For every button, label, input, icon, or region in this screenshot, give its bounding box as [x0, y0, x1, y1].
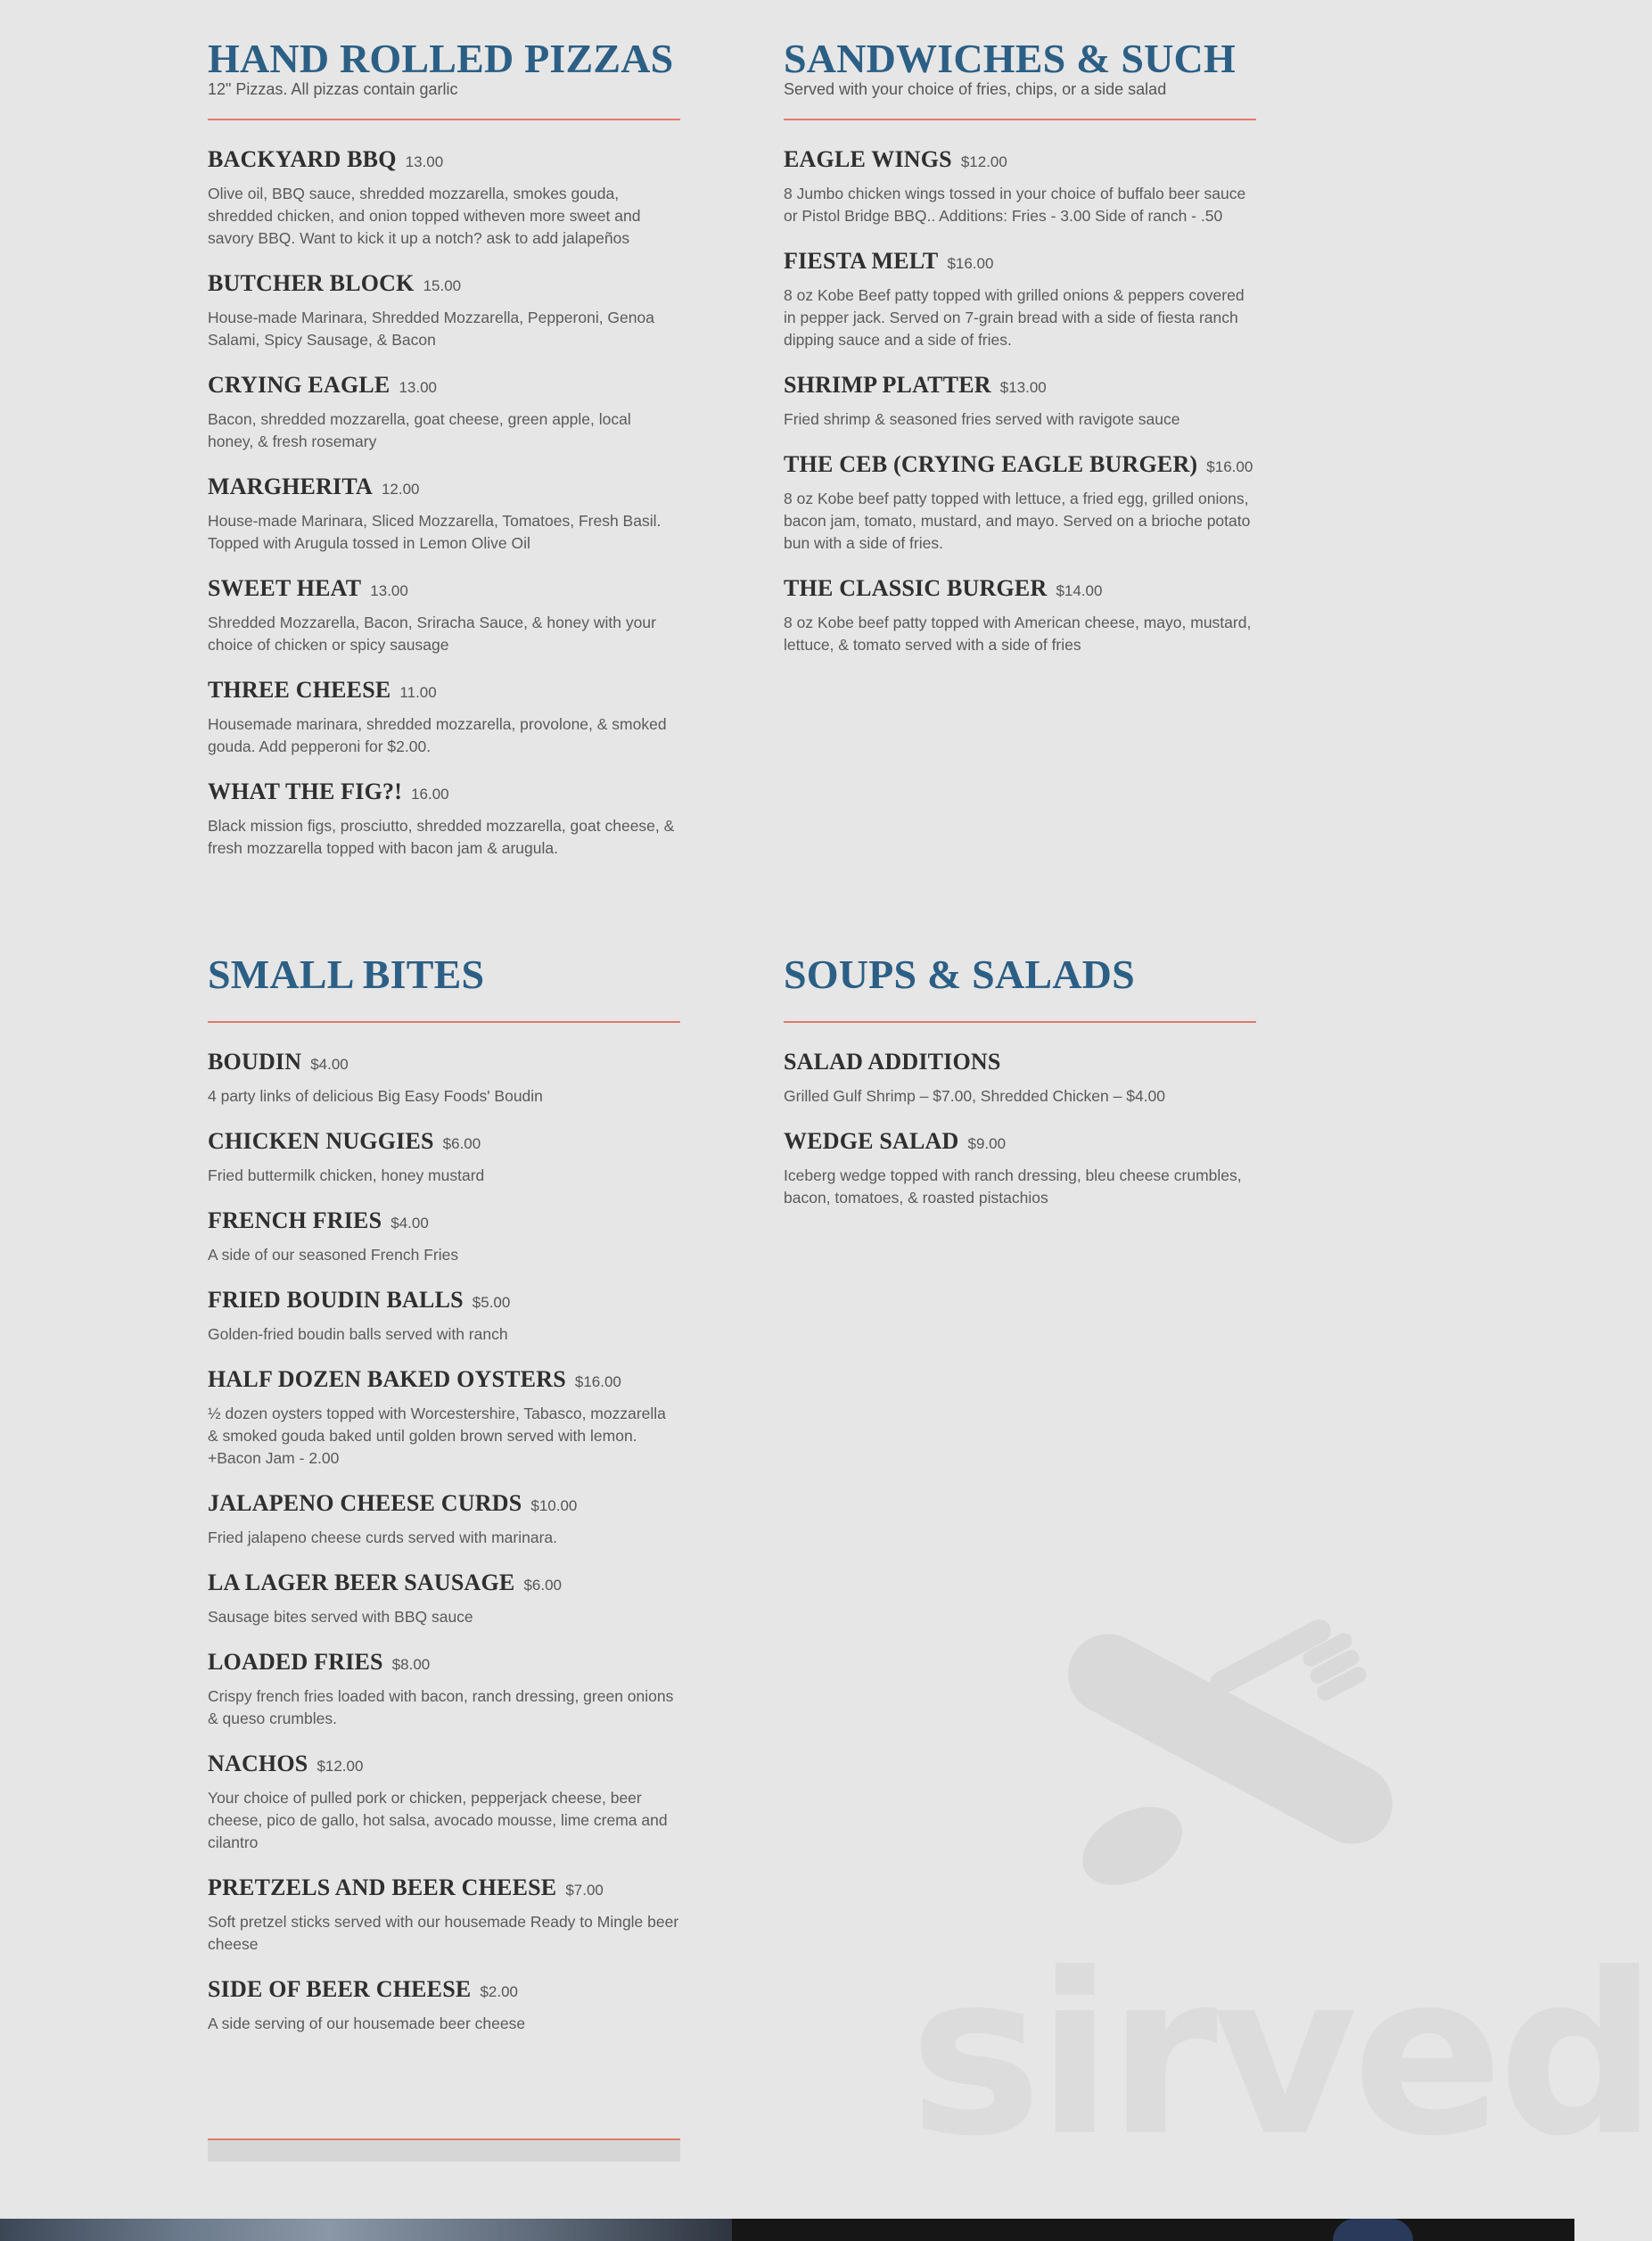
item-name: WHAT THE FIG?!: [208, 779, 403, 804]
menu-item: [784, 573, 1256, 656]
menu-item: [208, 1284, 680, 1346]
menu-item: [784, 1125, 1256, 1209]
menu-item: [208, 573, 680, 656]
item-price: 13.00: [399, 379, 438, 396]
section-title: SOUPS & SALADS: [784, 952, 1135, 997]
footer-photo-dark: [732, 2219, 1574, 2241]
item-price: $8.00: [391, 1656, 431, 1673]
item-name: MARGHERITA: [208, 474, 373, 499]
item-description: A side of our seasoned French Fries: [208, 1246, 459, 1264]
item-name: CHICKEN NUGGIES: [208, 1128, 434, 1154]
item-name: FRENCH FRIES: [208, 1207, 382, 1233]
item-price: 15.00: [423, 277, 462, 294]
item-name: SHRIMP PLATTER: [784, 372, 991, 398]
sirved-utensil-icon: [1052, 1627, 1426, 1917]
item-name: SIDE OF BEER CHEESE: [208, 1976, 472, 2002]
item-description: ½ dozen oysters topped with Worcestershire, Tabasco, mozzarella & smoked gouda baked until golden brown served with lemon. +Bacon Jam - 2.00: [208, 1405, 666, 1467]
item-description: 8 oz Kobe beef patty topped with lettuce, a fried egg, grilled onions, bacon jam, tomato, mustard, and mayo. Served on a brioche potato bun with a side of fries.: [784, 490, 1251, 552]
item-price: $12.00: [316, 1758, 364, 1775]
menu-item: [208, 1487, 680, 1549]
menu-item: [784, 369, 1256, 431]
item-description: Bacon, shredded mozzarella, goat cheese, green apple, local honey, & fresh rosemary: [208, 410, 631, 450]
section-subtitle: Served with your choice of fries, chips, or a side salad: [784, 80, 1167, 98]
item-price: $5.00: [472, 1294, 511, 1311]
menu-item: [208, 471, 680, 555]
section-bottom-bar: [208, 2138, 680, 2162]
item-name: BUTCHER BLOCK: [208, 270, 415, 296]
menu-item: [208, 1646, 680, 1730]
item-name: JALAPENO CHEESE CURDS: [208, 1490, 522, 1516]
item-name: WEDGE SALAD: [784, 1128, 959, 1154]
menu-item: [208, 1046, 680, 1108]
item-name: BACKYARD BBQ: [208, 146, 397, 172]
item-price: 11.00: [399, 684, 437, 701]
item-description: Your choice of pulled pork or chicken, pepperjack cheese, beer cheese, pico de gallo, hot salsa, avocado mousse, lime crema and cilantro: [208, 1789, 668, 1851]
item-price: 13.00: [370, 582, 408, 599]
item-price: $13.00: [999, 379, 1047, 396]
item-price: $4.00: [310, 1056, 349, 1073]
section-subtitle: 12" Pizzas. All pizzas contain garlic: [208, 80, 458, 98]
menu-item: [208, 1567, 680, 1628]
item-price: $10.00: [530, 1497, 578, 1514]
item-description: 8 oz Kobe Beef patty topped with grilled onions & peppers covered in pepper jack. Served on 7-grain bread with a side of fiesta ranch dipping sauce and a side of fries.: [784, 286, 1245, 349]
item-name: HALF DOZEN BAKED OYSTERS: [208, 1366, 566, 1392]
item-name: BOUDIN: [208, 1049, 302, 1075]
footer-photo-sky: [0, 2219, 732, 2241]
item-description: Fried jalapeno cheese curds served with marinara.: [208, 1528, 557, 1546]
menu-item: [208, 369, 680, 453]
item-description: Crispy french fries loaded with bacon, ranch dressing, green onions & queso crumbles.: [208, 1687, 674, 1727]
item-price: $2.00: [480, 1983, 518, 2000]
item-description: 8 oz Kobe beef patty topped with American cheese, mayo, mustard, lettuce, & tomato served with a side of fries: [784, 614, 1252, 654]
section-divider: [208, 1021, 680, 1023]
item-name: THE CLASSIC BURGER: [784, 575, 1048, 601]
item-name: LA LAGER BEER SAUSAGE: [208, 1570, 515, 1595]
item-price: $6.00: [523, 1577, 563, 1594]
footer-photo-person: [1333, 2219, 1413, 2241]
section-divider: [784, 1021, 1256, 1023]
item-price: 12.00: [381, 481, 420, 498]
section-divider: [208, 119, 680, 120]
item-description: Grilled Gulf Shrimp – $7.00, Shredded Chicken – $4.00: [784, 1087, 1166, 1105]
menu-item: [208, 674, 680, 758]
menu-item: [208, 1973, 680, 2035]
item-name: SWEET HEAT: [208, 575, 362, 601]
item-description: Black mission figs, prosciutto, shredded mozzarella, goat cheese, & fresh mozzarella topped with bacon jam & arugula.: [208, 817, 675, 857]
item-price: $6.00: [442, 1135, 481, 1152]
item-price: $9.00: [967, 1135, 1007, 1152]
item-description: 4 party links of delicious Big Easy Foods' Boudin: [208, 1087, 543, 1105]
item-description: Fried buttermilk chicken, honey mustard: [208, 1166, 485, 1184]
menu-item: [784, 245, 1256, 351]
item-price: $16.00: [1206, 458, 1253, 475]
item-description: 8 Jumbo chicken wings tossed in your choice of buffalo beer sauce or Pistol Bridge BBQ.. Additions: Fries - 3.00 Side of ranch - .50: [784, 185, 1246, 225]
item-description: House-made Marinara, Shredded Mozzarella, Pepperoni, Genoa Salami, Spicy Sausage, & Bacon: [208, 309, 654, 349]
item-name: FIESTA MELT: [784, 248, 939, 274]
menu-item: [208, 1748, 680, 1854]
item-name: THREE CHEESE: [208, 677, 391, 703]
section-title: SANDWICHES & SUCH: [784, 36, 1236, 81]
menu-item: [208, 1364, 680, 1470]
menu-item: [208, 144, 680, 250]
item-price: $4.00: [390, 1215, 429, 1232]
item-price: 16.00: [411, 786, 449, 803]
section-sandwiches: [784, 34, 1256, 674]
section-soups-salads: [784, 950, 1256, 1227]
item-description: Fried shrimp & seasoned fries served with ravigote sauce: [784, 410, 1180, 428]
item-price: $16.00: [574, 1373, 621, 1390]
item-name: FRIED BOUDIN BALLS: [208, 1287, 464, 1313]
item-name: NACHOS: [208, 1751, 308, 1776]
item-price: $16.00: [947, 255, 994, 272]
item-price: $12.00: [960, 153, 1007, 170]
section-title: HAND ROLLED PIZZAS: [208, 36, 674, 81]
item-name: LOADED FRIES: [208, 1649, 383, 1675]
item-price: 13.00: [405, 153, 444, 170]
section-pizzas: [208, 34, 680, 877]
item-name: PRETZELS AND BEER CHEESE: [208, 1874, 557, 1900]
item-description: A side serving of our housemade beer cheese: [208, 2014, 526, 2032]
item-description: Olive oil, BBQ sauce, shredded mozzarella, smokes gouda, shredded chicken, and onion topped witheven more sweet and savory BBQ. Want to kick it up a notch? ask to add jalapeños: [208, 185, 641, 247]
menu-item: [208, 776, 680, 860]
menu-item: [784, 144, 1256, 227]
item-name: THE CEB (CRYING EAGLE BURGER): [784, 451, 1198, 477]
item-name: SALAD ADDITIONS: [784, 1049, 1001, 1075]
sirved-watermark: sirved: [909, 1925, 1652, 2185]
item-description: Golden-fried boudin balls served with ranch: [208, 1325, 508, 1343]
item-name: EAGLE WINGS: [784, 146, 952, 172]
item-description: Shredded Mozzarella, Bacon, Sriracha Sauce, & honey with your choice of chicken or spicy sausage: [208, 614, 656, 654]
menu-item: [208, 1872, 680, 1956]
item-price: $14.00: [1056, 582, 1103, 599]
section-small-bites: [208, 950, 680, 2053]
item-description: Housemade marinara, shredded mozzarella, provolone, & smoked gouda. Add pepperoni for $2.00.: [208, 715, 667, 755]
menu-item: [784, 1046, 1256, 1108]
item-name: CRYING EAGLE: [208, 372, 390, 398]
item-price: $7.00: [565, 1882, 604, 1899]
item-description: Sausage bites served with BBQ sauce: [208, 1608, 473, 1626]
item-description: House-made Marinara, Sliced Mozzarella, Tomatoes, Fresh Basil. Topped with Arugula tossed in Lemon Olive Oil: [208, 512, 662, 552]
menu-item: [208, 1125, 680, 1187]
menu-item: [784, 449, 1256, 555]
item-description: Soft pretzel sticks served with our housemade Ready to Mingle beer cheese: [208, 1913, 679, 1953]
item-description: Iceberg wedge topped with ranch dressing, bleu cheese crumbles, bacon, tomatoes, & roasted pistachios: [784, 1166, 1242, 1207]
section-divider: [784, 119, 1256, 120]
section-title: SMALL BITES: [208, 952, 485, 997]
menu-item: [208, 268, 680, 351]
menu-item: [208, 1205, 680, 1266]
